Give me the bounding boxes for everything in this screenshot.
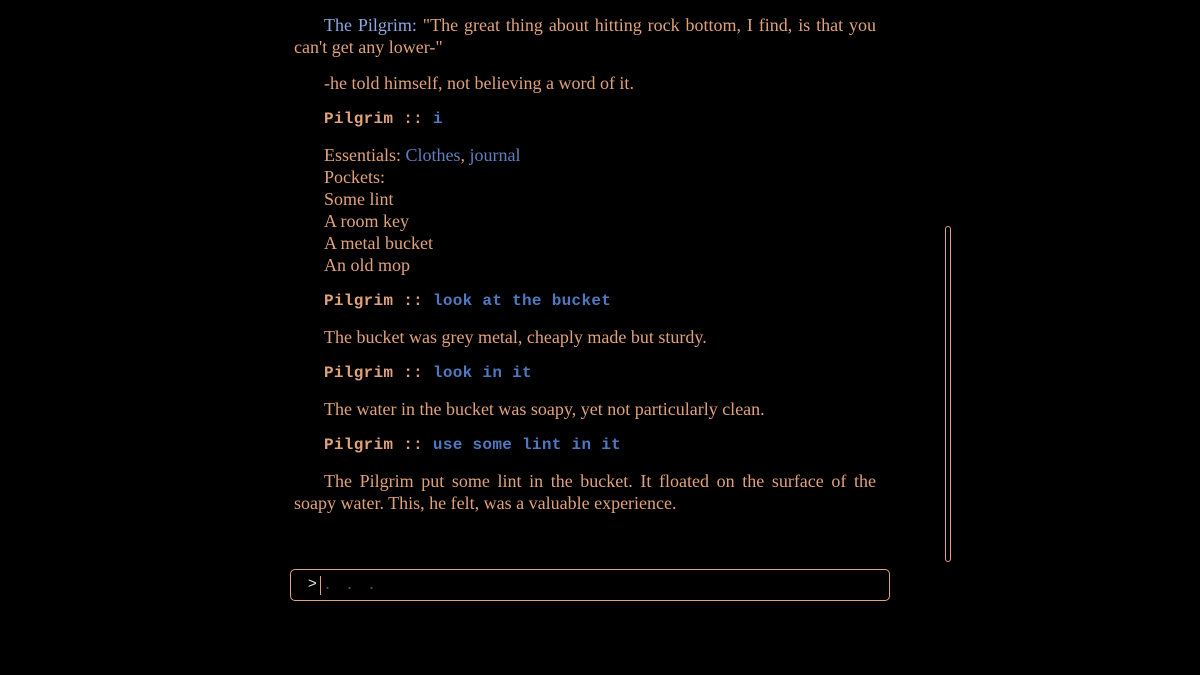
essentials-row — [324, 144, 876, 166]
narration: The water in the bucket was soapy, yet not particularly clean. — [324, 399, 765, 419]
narration: The bucket was grey metal, cheaply made but sturdy. — [324, 327, 707, 347]
command-actor: Pilgrim — [324, 110, 394, 128]
command-text: i — [432, 110, 443, 128]
command-echo — [324, 290, 876, 312]
pocket-item: A metal bucket — [324, 233, 433, 253]
narration: The Pilgrim put some lint in the bucket. It floated on the surface of the soapy water. This, he felt, was a valuable experience. — [294, 471, 876, 513]
narration: -he told himself, not believing a word of it. — [324, 73, 634, 93]
essentials-label: Essentials: — [324, 145, 406, 165]
command-echo — [324, 434, 876, 456]
command-bar — [290, 569, 890, 601]
essentials-separator: , — [460, 145, 470, 165]
prompt-chevron-icon: > — [308, 575, 317, 592]
command-text: look in it — [432, 364, 532, 382]
command-actor: Pilgrim — [324, 292, 394, 310]
inventory-link-clothes[interactable]: Clothes — [405, 145, 461, 165]
intro-paragraph — [294, 14, 876, 58]
command-text: look at the bucket — [432, 292, 612, 310]
command-separator: :: — [393, 364, 433, 382]
speaker-quote: "The great thing about hitting rock bottom, I find, is that you can't get any lower-" — [294, 15, 876, 57]
inventory-link-journal[interactable]: journal — [469, 145, 521, 165]
pocket-item: An old mop — [324, 255, 411, 275]
command-actor: Pilgrim — [324, 364, 394, 382]
speaker-name: The Pilgrim: — [324, 15, 417, 35]
pocket-item: Some lint — [324, 189, 394, 209]
command-echo — [324, 362, 876, 384]
text-caret — [320, 576, 321, 595]
pocket-item: A room key — [324, 211, 409, 231]
command-echo — [324, 108, 876, 130]
pockets-label: Pockets: — [324, 167, 385, 187]
transcript — [294, 14, 876, 528]
command-text: use some lint in it — [432, 436, 622, 454]
inventory-list — [324, 144, 876, 276]
command-actor: Pilgrim — [324, 436, 394, 454]
transcript-scrollbar[interactable] — [945, 226, 951, 562]
command-input[interactable] — [323, 572, 873, 598]
command-separator: :: — [393, 110, 433, 128]
command-separator: :: — [393, 436, 433, 454]
command-separator: :: — [393, 292, 433, 310]
